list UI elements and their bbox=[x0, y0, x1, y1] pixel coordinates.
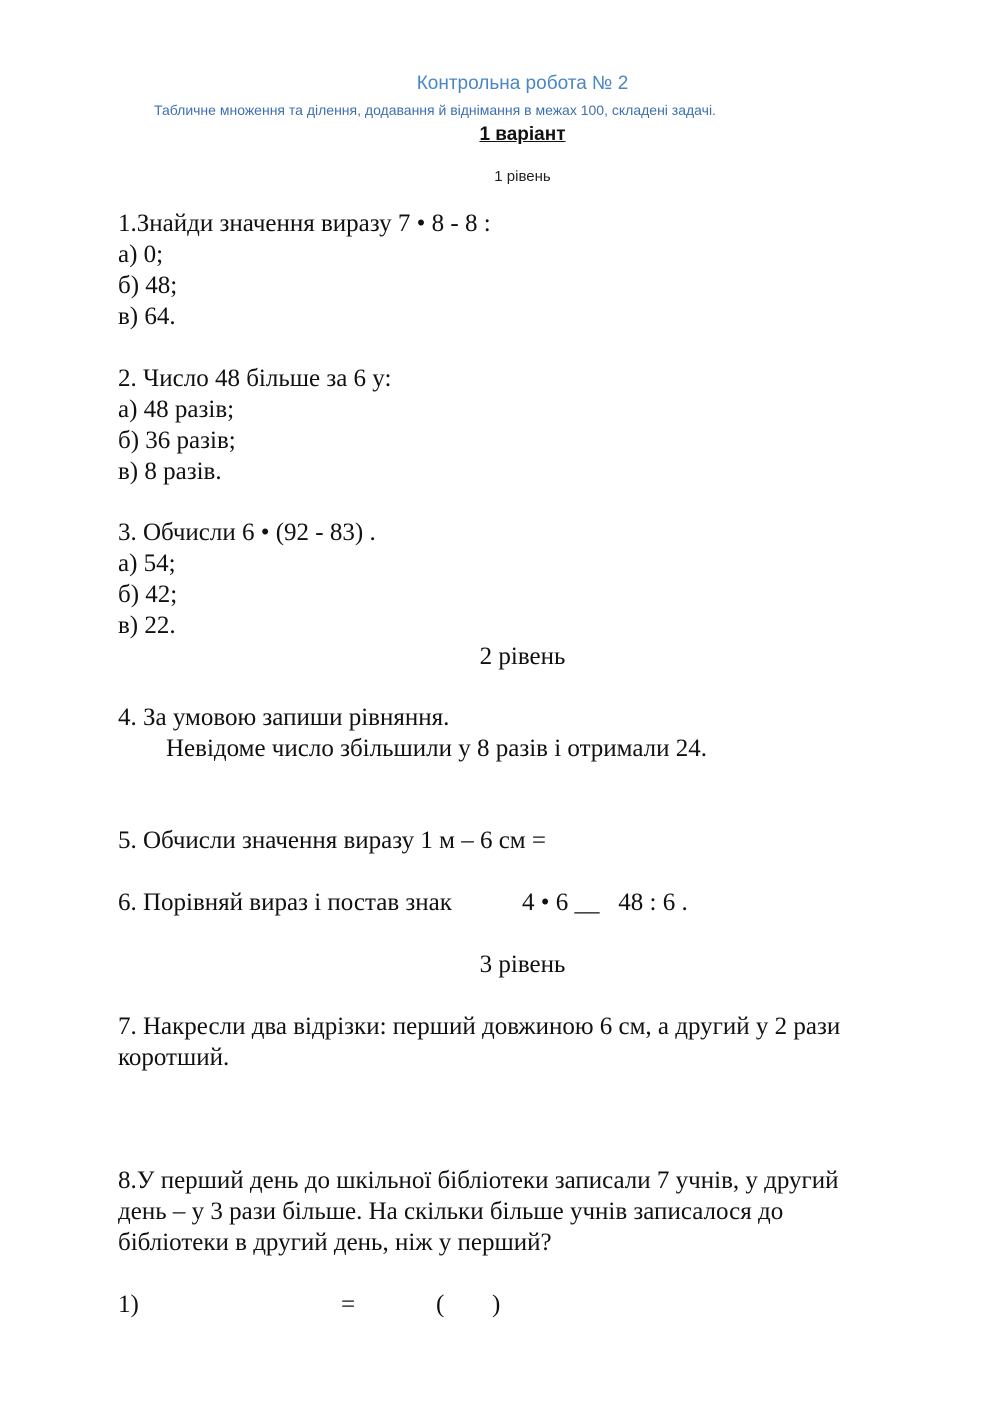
question-3-option-a: а) 54; bbox=[118, 550, 176, 577]
question-3 bbox=[118, 517, 376, 641]
question-2-option-b: б) 36 разів; bbox=[118, 427, 236, 454]
question-7 bbox=[118, 1011, 840, 1073]
question-8-line-2: день – у 3 рази більше. На скільки більше учнів записалося до bbox=[118, 1198, 784, 1225]
level-2-heading: 2 рівень bbox=[479, 643, 566, 670]
question-4-text: 4. За умовою запиши рівняння. bbox=[118, 704, 450, 731]
question-8-line-1: 8.У перший день до шкільної бібліотеки записали 7 учнів, у другий bbox=[118, 1167, 839, 1194]
level-1-heading: 1 рівень bbox=[494, 168, 551, 185]
question-1-option-a: а) 0; bbox=[118, 241, 164, 268]
question-1-option-c: в) 64. bbox=[118, 303, 176, 330]
answer-line-equals: = bbox=[341, 1291, 356, 1318]
question-7-line-1: 7. Накресли два відрізки: перший довжиною 6 см, а другий у 2 рази bbox=[118, 1013, 841, 1040]
answer-line-close-paren: ) bbox=[492, 1291, 501, 1318]
question-5-text: 5. Обчисли значення виразу 1 м – 6 см = bbox=[118, 827, 546, 854]
question-3-option-c: в) 22. bbox=[118, 612, 176, 639]
question-6-text: 6. Порівняй вираз і постав знак bbox=[118, 889, 452, 916]
question-8-line-3: бібліотеки в другий день, ніж у перший? bbox=[118, 1229, 552, 1256]
answer-line-number: 1) bbox=[118, 1291, 139, 1318]
question-2-option-c: в) 8 разів. bbox=[118, 458, 222, 485]
question-4-condition: Невідоме число збільшили у 8 разів і отримали 24. bbox=[166, 735, 708, 762]
question-8 bbox=[118, 1165, 839, 1258]
answer-line-open-paren: ( bbox=[436, 1291, 445, 1318]
variant-heading: 1 варіант bbox=[479, 124, 566, 145]
question-1-text: 1.Знайди значення виразу 7 • 8 - 8 : bbox=[118, 210, 491, 237]
level-3-heading: 3 рівень bbox=[479, 951, 566, 978]
question-3-option-b: б) 42; bbox=[118, 581, 178, 608]
page-title: Контрольна робота № 2 bbox=[416, 73, 629, 94]
question-6-expression: 4 • 6 __ 48 : 6 . bbox=[522, 889, 688, 916]
question-3-text: 3. Обчисли 6 • (92 - 83) . bbox=[118, 519, 376, 546]
question-2-text: 2. Число 48 більше за 6 у: bbox=[118, 365, 392, 392]
question-7-line-2: коротший. bbox=[118, 1044, 230, 1071]
question-1 bbox=[118, 208, 491, 332]
question-2-option-a: а) 48 разів; bbox=[118, 396, 235, 423]
page-subtitle: Табличне множення та ділення, додавання й віднімання в межах 100, складені задачі. bbox=[154, 102, 716, 118]
question-1-option-b: б) 48; bbox=[118, 272, 178, 299]
question-2 bbox=[118, 363, 391, 487]
